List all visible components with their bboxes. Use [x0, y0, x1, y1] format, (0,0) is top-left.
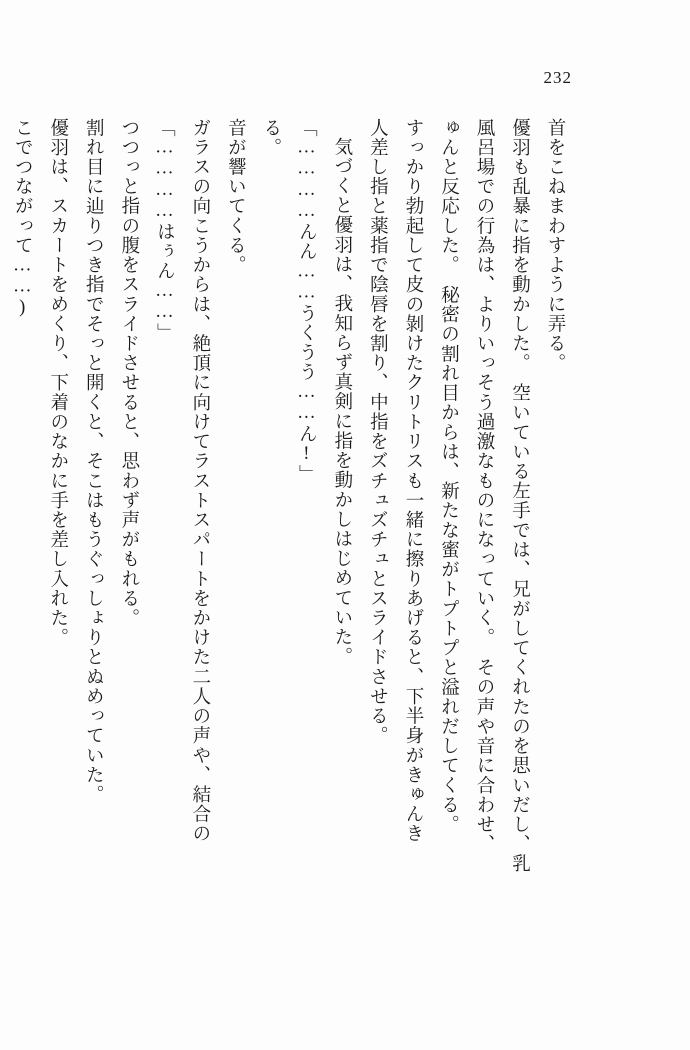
- paragraph: すっかり勃起して皮の剝けたクリトリスも一緒に擦りあげると、下半身がきゅんき: [402, 118, 423, 844]
- paragraph: こでつながって……): [12, 118, 33, 319]
- paragraph: ゅんと反応した。 秘密の割れ目からは、新たな蜜がトプトプと溢れだしてくる。: [438, 118, 459, 835]
- paragraph: る。: [260, 118, 281, 158]
- paragraph: 音が響いてくる。: [225, 118, 246, 275]
- paragraph: 首をこねまわすように弄る。: [545, 118, 565, 373]
- paragraph: 「…………んん……うくうう……ん!」: [296, 118, 317, 485]
- paragraph: 風呂場での行為は、よりいっそう過激なものになっていく。 その声や音に合わせ、: [473, 118, 494, 854]
- page-text-body: [12, 118, 572, 998]
- paragraph: 気づくと優羽は、我知らず真剣に指を動かしはじめていた。: [331, 136, 352, 666]
- paragraph: つつっと指の腹をスライドさせると、思わず声がもれる。: [118, 118, 139, 628]
- page-number: 232: [543, 68, 572, 87]
- paragraph: 優羽も乱暴に指を動かした。 空いている左手では、兄がしてくれたのを思いだし、乳: [509, 118, 530, 874]
- paragraph: 「…………はぅん……」: [154, 118, 175, 343]
- paragraph: [0, 118, 4, 998]
- paragraph: 優羽は、スカートをめくり、下着のなかに手を差し入れた。: [47, 118, 68, 648]
- paragraph: 割れ目に辿りつき指でそっと開くと、そこはもうぐっしょりとぬめっていた。: [83, 118, 104, 805]
- paragraph: ガラスの向こうからは、絶頂に向けてラストスパートをかけた二人の声や、結合の: [189, 118, 210, 844]
- paragraph: 人差し指と薬指で陰唇を割り、中指をズチュズチュとスライドさせる。: [367, 118, 388, 746]
